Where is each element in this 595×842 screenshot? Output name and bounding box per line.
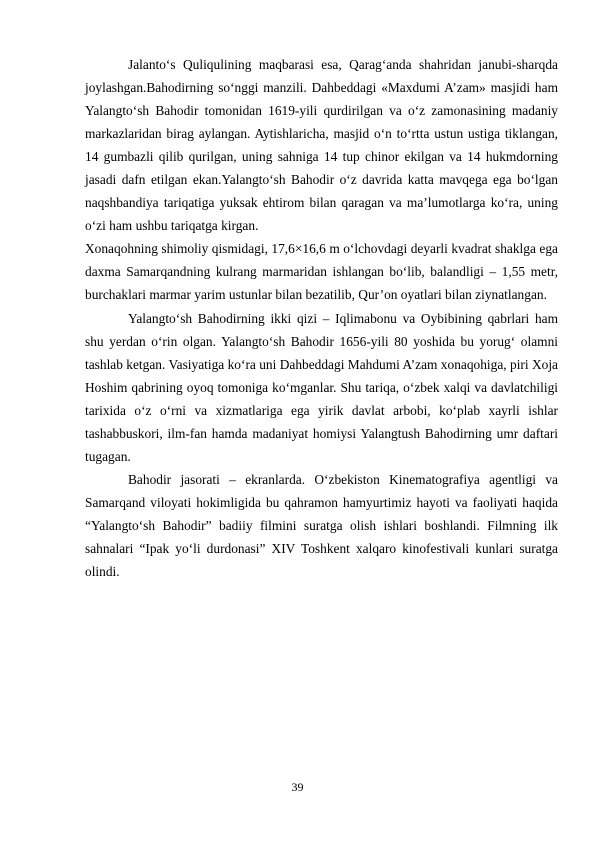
paragraph-4: Bahodir jasorati – ekranlarda. O‘zbekiston Kinematografiya agentligi va Samarqand viloyati hokimligida bu qahramon hamyurtimiz hayoti va faoliyati haqida “Yalangto‘sh Bahodir” badiiy filmini suratga olish ishlari boshlandi. Filmning ilk sahnalari “Ipak yo‘li durdonasi” XIV Toshkent xalqaro kinofestivali kunlari suratga olindi. [85,471,558,580]
page-number: 39 [291,780,304,794]
body-text [85,53,558,583]
paragraph-2: Xonaqohning shimoliy qismidagi, 17,6×16,6 m o‘lchovdagi deyarli kvadrat shaklga ega daxma Samarqandning kulrang marmaridan ishlangan bo‘lib, balandligi – 1,55 metr, burchaklari marmar yarim ustunlar bilan bezatilib, Qur’on oyatlari bilan ziynatlangan. [85,241,558,303]
paragraph-1: Jalanto‘s Quliqulining maqbarasi esa, Qarag‘anda shahridan janubi-sharqda joylashgan.Bahodirning so‘nggi manzili. Dahbeddagi «Maxdumi A’zam» masjidi ham Yalangto‘sh Bahodir tomonidan 1619-yili qurdirilgan va o‘z zamonasining madaniy markazlaridan birag aylangan. Aytishlaricha, masjid o‘n to‘rtta ustun ustiga tiklangan, 14 gumbazli qilib qurilgan, uning sahniga 14 tup chinor ekilgan va 14 hukmdorning jasadi dafn etilgan ekan.Yalangto‘sh Bahodir o‘z davrida katta mavqega ega bo‘lgan naqshbandiya tariqatiga yuksak ehtirom bilan qaragan va ma’lumotlarga ko‘ra, uning o‘zi ham ushbu tariqatga kirgan. [85,57,558,234]
paragraph-3: Yalangto‘sh Bahodirning ikki qizi – Iqlimabonu va Oybibining qabrlari ham shu yerdan o‘rin olgan. Yalangto‘sh Bahodir 1656-yili 80 yoshida bu yorug‘ olamni tashlab ketgan. Vasiyatiga ko‘ra uni Dahbeddagi Mahdumi A’zam xonaqohiga, piri Xoja Hoshim qabrining oyoq tomoniga ko‘mganlar. Shu tariqa, o‘zbek xalqi va davlatchiligi tarixida o‘z o‘rni va xizmatlariga ega yirik davlat arbobi, ko‘plab xayrli ishlar tashabbuskori, ilm-fan hamda madaniyat homiysi Yalangtush Bahodirning umr daftari tugagan. [85,310,558,464]
